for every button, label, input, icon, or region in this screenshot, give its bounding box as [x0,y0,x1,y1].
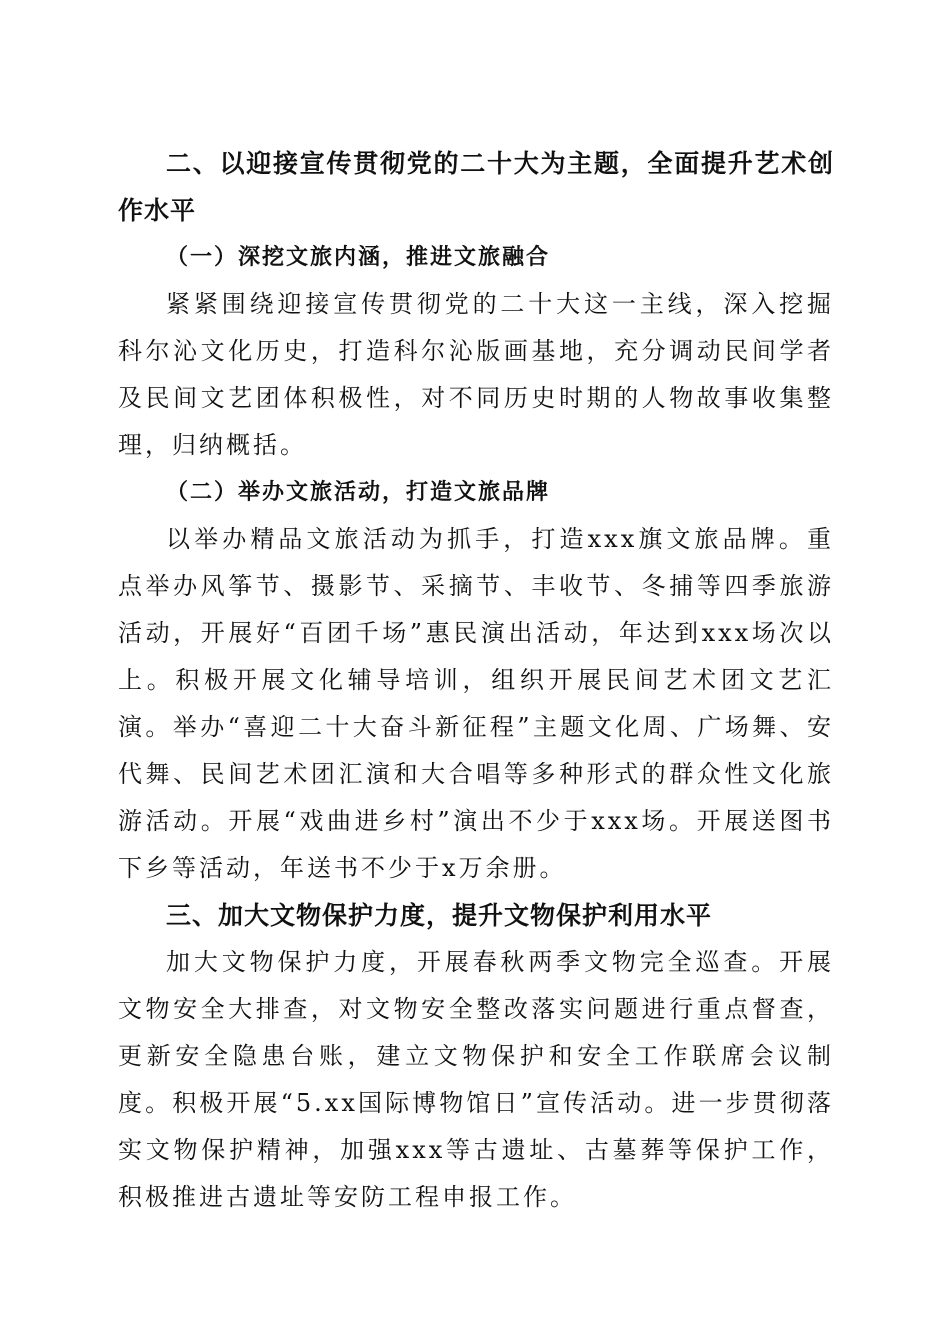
subsection-heading-2-1: （一）深挖文旅内涵，推进文旅融合 [166,244,551,270]
paragraph-2-2: 以举办精品文旅活动为抓手，打造xxx旗文旅品牌。重点举办风筝节、摄影节、采摘节、丰收节、冬捕等四季旅游活动，开展好“百团千场”惠民演出活动，年达到xxx场次以上。积极开展文化辅导培训，组织开展民间艺术团文艺汇演。举办“喜迎二十大奋斗新征程”主题文化周、广场舞、安代舞、民间艺术团汇演和大合唱等多种形式的群众性文化旅游活动。开展“戏曲进乡村”演出不少于xxx场。开展送图书下乡等活动，年送书不少于x万余册。 [118,525,834,882]
subsection-heading-2-2: （二）举办文旅活动，打造文旅品牌 [166,479,551,505]
paragraph-3: 加大文物保护力度，开展春秋两季文物完全巡查。开展文物安全大排查，对文物安全整改落实问题进行重点督查，更新安全隐患台账，建立文物保护和安全工作联席会议制度。积极开展“5.xx国际博物馆日”宣传活动。进一步贯彻落实文物保护精神，加强xxx等古遗址、古墓葬等保护工作，积极推进古遗址等安防工程申报工作。 [118,948,834,1211]
paragraph-2-1: 紧紧围绕迎接宣传贯彻党的二十大这一主线，深入挖掘科尔沁文化历史，打造科尔沁版画基地，充分调动民间学者及民间文艺团体积极性，对不同历史时期的人物故事收集整理，归纳概括。 [118,290,834,459]
section-heading-3: 三、加大文物保护力度，提升文物保护利用水平 [166,901,713,930]
document-body [118,140,834,1221]
section-heading-2: 二、以迎接宣传贯彻党的二十大为主题，全面提升艺术创作水平 [118,149,834,225]
